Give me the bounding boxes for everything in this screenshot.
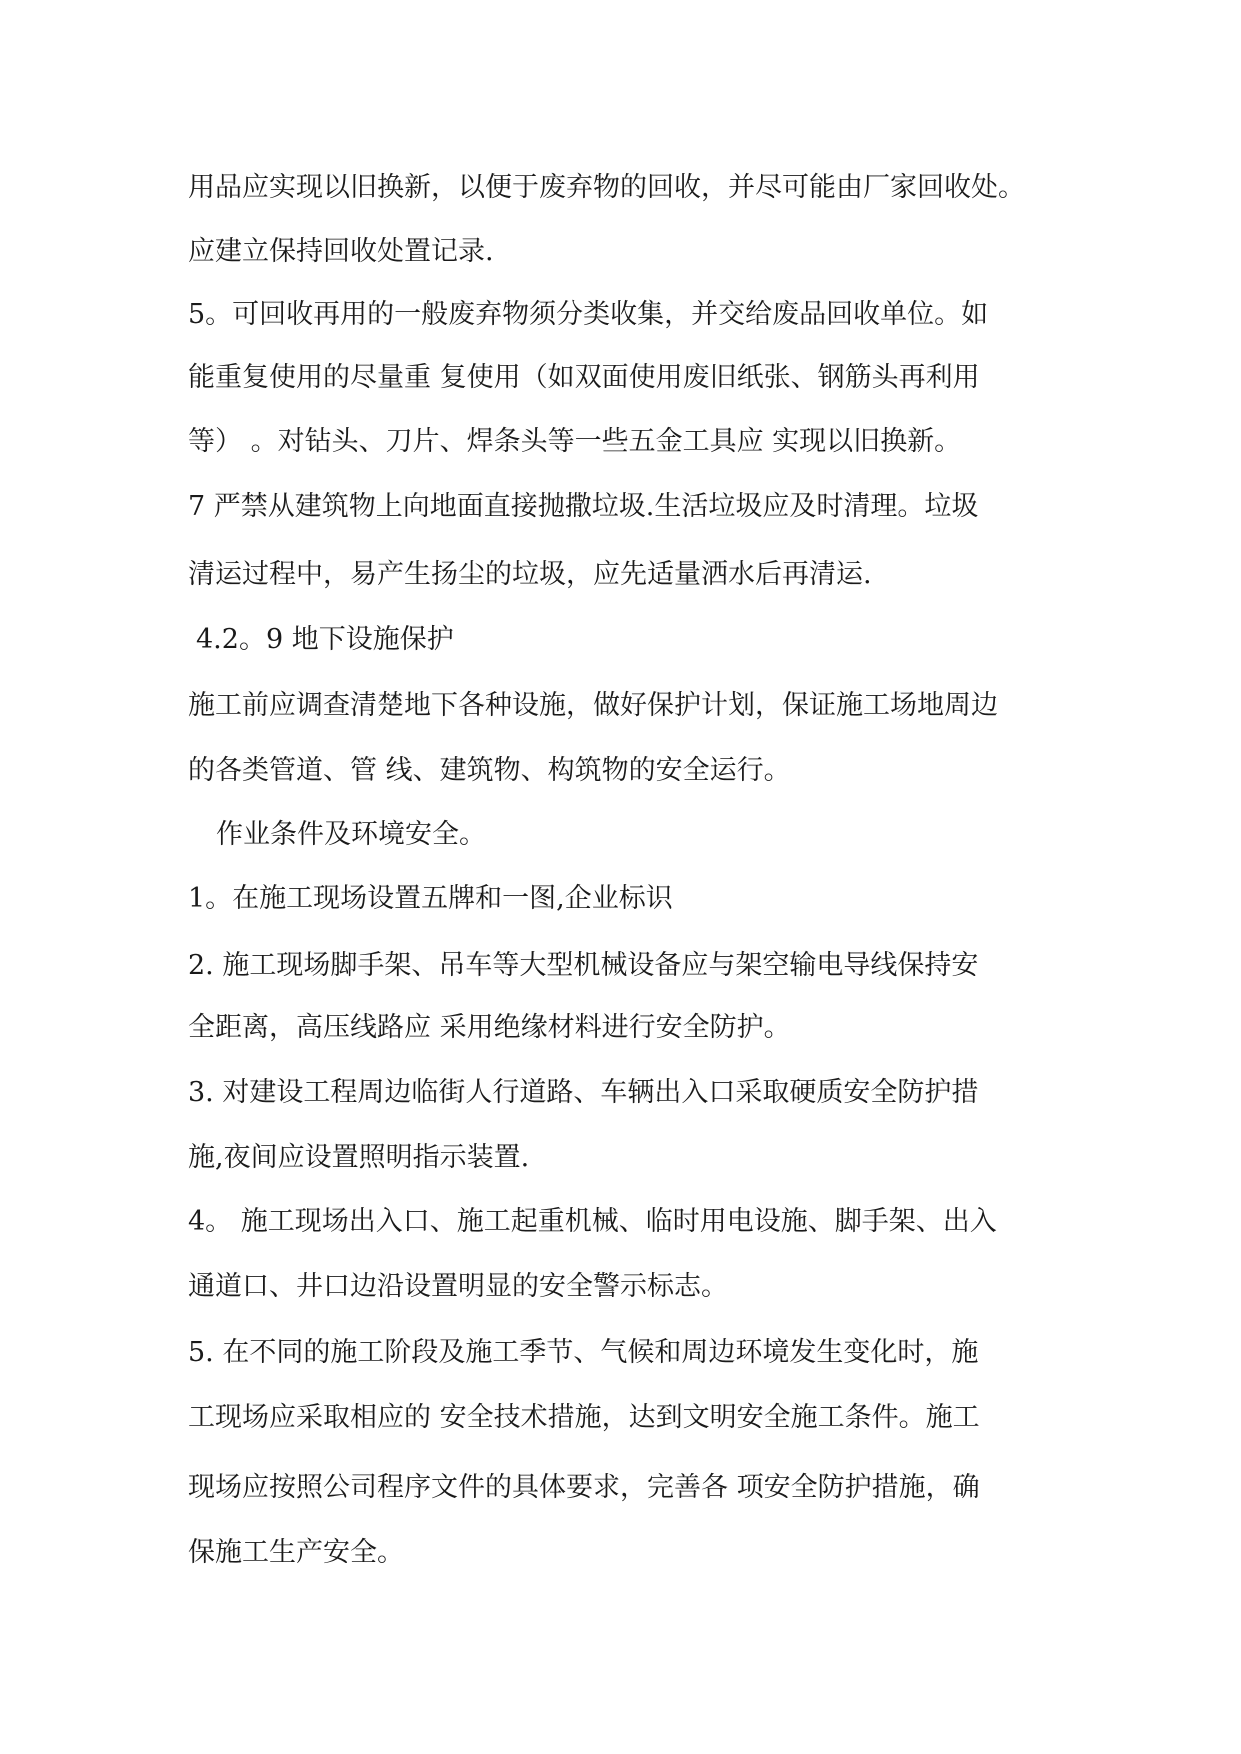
text-line: 施,夜间应设置照明指示装置. <box>188 1142 530 1173</box>
text-line: 4。 施工现场出入口、施工起重机械、临时用电设施、脚手架、出入 <box>188 1206 997 1237</box>
text-line: 7 严禁从建筑物上向地面直接抛撒垃圾.生活垃圾应及时清理。垃圾 <box>188 491 979 522</box>
text-line: 工现场应采取相应的 安全技术措施，达到文明安全施工条件。施工 <box>188 1402 980 1433</box>
text-line: 施工前应调查清楚地下各种设施，做好保护计划，保证施工场地周边 <box>188 690 998 721</box>
text-line: 应建立保持回收处置记录. <box>188 236 494 267</box>
text-line: 1。在施工现场设置五牌和一图,企业标识 <box>188 883 673 914</box>
text-line: 用品应实现以旧换新，以便于废弃物的回收，并尽可能由厂家回收处。 <box>188 172 1025 203</box>
text-line: 全距离，高压线路应 采用绝缘材料进行安全防护。 <box>188 1012 791 1043</box>
text-line: 5。可回收再用的一般废弃物须分类收集，并交给废品回收单位。如 <box>188 299 989 330</box>
text-line: 3. 对建设工程周边临街人行道路、车辆出入口采取硬质安全防护措 <box>188 1077 979 1108</box>
text-line: 的各类管道、管 线、建筑物、构筑物的安全运行。 <box>188 755 791 786</box>
text-line: 现场应按照公司程序文件的具体要求，完善各 项安全防护措施，确 <box>188 1472 980 1503</box>
text-line: 2. 施工现场脚手架、吊车等大型机械设备应与架空输电导线保持安 <box>188 950 979 981</box>
text-line: 能重复使用的尽量重 复使用（如双面使用废旧纸张、钢筋头再利用 <box>188 362 980 393</box>
text-line: 通道口、井口边沿设置明显的安全警示标志。 <box>188 1271 728 1302</box>
text-line: 清运过程中，易产生扬尘的垃圾，应先适量洒水后再清运. <box>188 559 872 590</box>
text-line: 5. 在不同的施工阶段及施工季节、气候和周边环境发生变化时，施 <box>188 1337 979 1368</box>
section-heading: 4.2。9 地下设施保护 <box>196 624 454 655</box>
section-heading: 作业条件及环境安全。 <box>216 819 486 850</box>
text-line: 等） 。对钻头、刀片、焊条头等一些五金工具应 实现以旧换新。 <box>188 426 962 457</box>
text-line: 保施工生产安全。 <box>188 1537 404 1568</box>
